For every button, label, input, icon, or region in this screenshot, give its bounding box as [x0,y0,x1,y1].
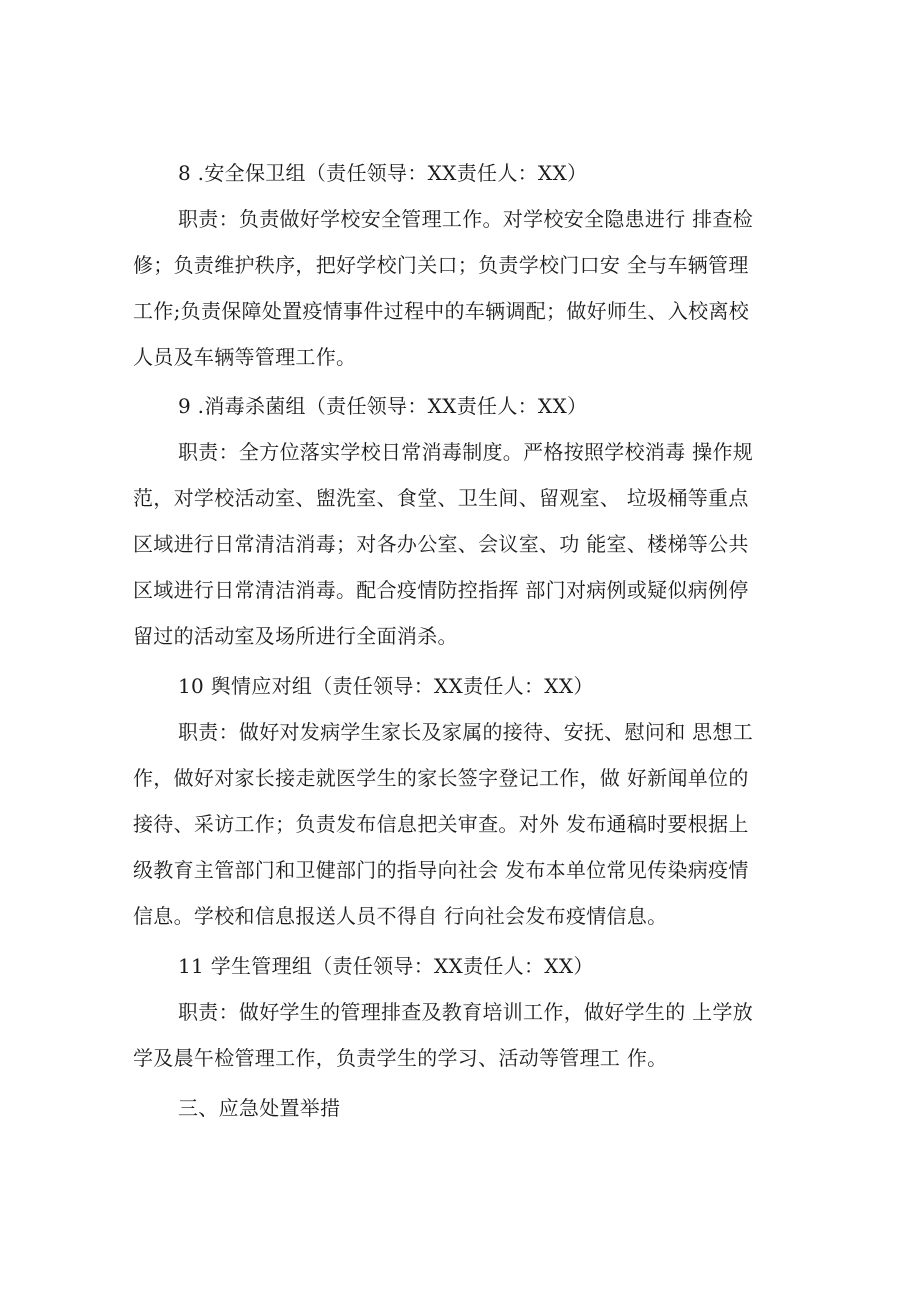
paragraph-line: 范，对学校活动室、盥洗室、食堂、卫生间、留观室、 垃圾桶等重点 [133,486,749,510]
paragraph-line: 信息。学校和信息报送人员不得自 行向社会发布疫情信息。 [133,904,668,928]
paragraph-line: 职责：负责做好学校安全管理工作。对学校安全隐患进行 排查检 [178,207,754,231]
paragraph-line: 区域进行日常清洁消毒。配合疫情防控指挥 部门对病例或疑似病例停 [133,578,749,602]
paragraph-line: 作，做好对家长接走就医学生的家长签字登记工作，做 好新闻单位的 [133,766,749,790]
paragraph-line: 职责：全方位落实学校日常消毒制度。严格按照学校消毒 操作规 [178,440,754,464]
paragraph-line: 工作;负责保障处置疫情事件过程中的车辆调配；做好师生、入校离校 [133,299,750,323]
section-heading-public-opinion: 10 舆情应对组（责任领导：XX责任人：XX） [178,674,594,698]
paragraph-line: 人员及车辆等管理工作。 [133,345,357,369]
paragraph-line: 修；负责维护秩序，把好学校门关口；负责学校门口安 全与车辆管理 [133,253,749,277]
chapter-heading-emergency-measures: 三、应急处置举措 [178,1096,341,1120]
section-heading-student-management: 11 学生管理组（责任领导：XX责任人：XX） [178,954,594,978]
paragraph-line: 区域进行日常清洁消毒；对各办公室、会议室、功 能室、楼梯等公共 [133,532,749,556]
paragraph-line: 接待、采访工作；负责发布信息把关审查。对外 发布通稿时要根据上 [133,812,749,836]
paragraph-line: 学及晨午检管理工作，负责学生的学习、活动等管理工 作。 [133,1046,668,1070]
paragraph-line: 级教育主管部门和卫健部门的指导向社会 发布本单位常见传染病疫情 [133,858,749,882]
paragraph-line: 留过的活动室及场所进行全面消杀。 [133,624,458,648]
paragraph-line: 职责：做好对发病学生家长及家属的接待、安抚、慰问和 思想工 [178,720,754,744]
paragraph-line: 职责：做好学生的管理排查及教育培训工作，做好学生的 上学放 [178,1000,754,1024]
section-heading-security: 8 .安全保卫组（责任领导：XX责任人：XX） [178,161,588,185]
section-heading-disinfection: 9 .消毒杀菌组（责任领导：XX责任人：XX） [178,394,588,418]
